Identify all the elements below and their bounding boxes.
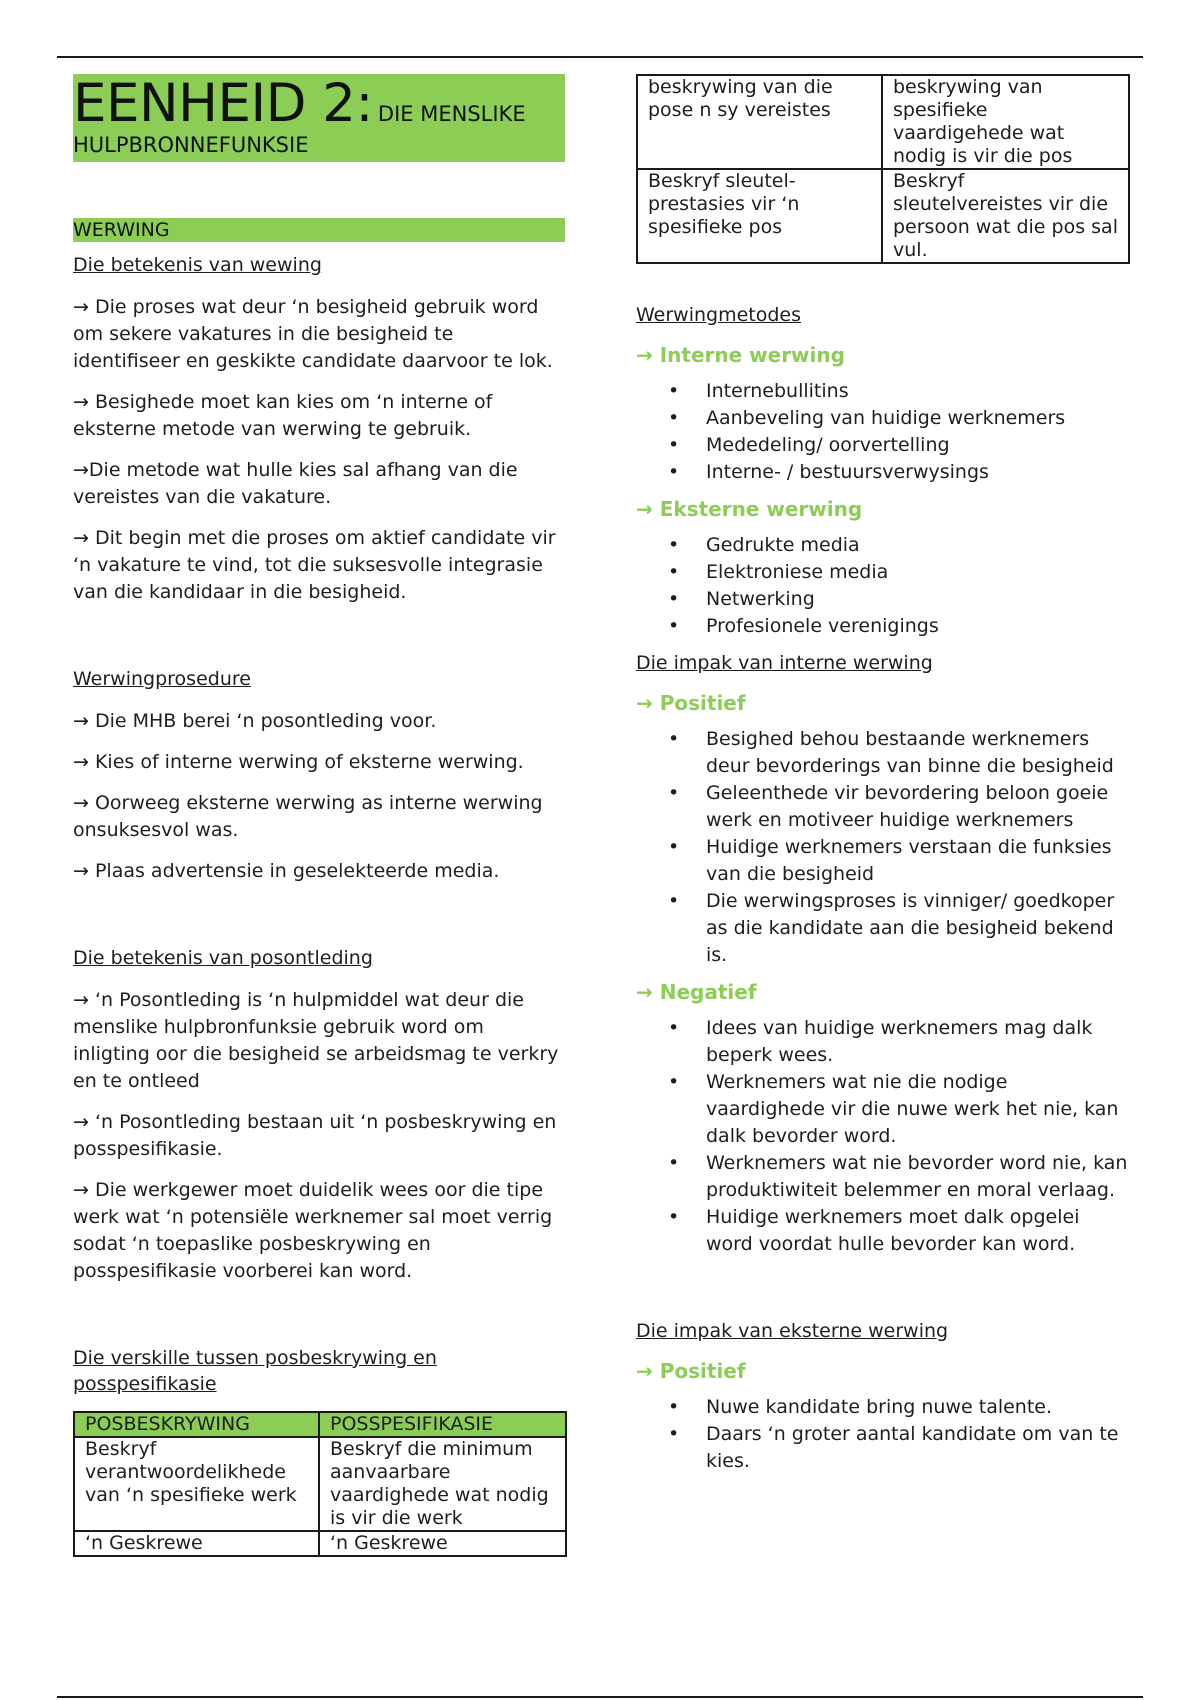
list-item: • Die werwingsproses is vinniger/ goedkoper as die kandidate aan die besigheid bekend is. <box>706 888 1128 969</box>
title-unit: EENHEID 2: <box>73 73 373 134</box>
label-positive: → Positief <box>636 1359 746 1383</box>
list-item: • Gedrukte media <box>706 532 1128 559</box>
list-item: • Profesionele verenigings <box>706 613 1128 640</box>
table-cell: beskrywing van die pose n sy vereistes <box>637 75 882 169</box>
table-cell: beskrywing van spesifieke vaardigehede wat nodig is vir die pos <box>882 75 1129 169</box>
label-negative: → Negatief <box>636 980 757 1004</box>
list-item: • Daars ‘n groter aantal kandidate om van te kies. <box>706 1421 1128 1475</box>
heading-posontleding: Die betekenis van posontleding <box>73 947 373 969</box>
list-item: • Huidige werknemers moet dalk opgelei word voordat hulle bevorder kan word. <box>706 1204 1128 1258</box>
table-header-cell: POSBESKRYWING <box>74 1412 319 1437</box>
list-item: • Huidige werknemers verstaan die funksies van die besigheid <box>706 834 1128 888</box>
internal-methods-list <box>636 378 1128 486</box>
right-column <box>636 74 1128 1485</box>
heading-differences: Die verskille tussen posbeskrywing en posspesifikasie <box>73 1347 437 1395</box>
list-item: • Besighed behou bestaande werknemers deur bevorderings van binne die besigheid <box>706 726 1128 780</box>
meaning-paragraph: → Die proses wat deur ‘n besigheid gebruik word om sekere vakatures in die besigheid te identifiseer en geskikte candidate daarvoor te lok. <box>73 296 553 372</box>
posontleding-paragraph: → Die werkgewer moet duidelik wees oor die tipe werk wat ‘n potensiële werknemer sal moet verrig sodat ‘n toepaslike posbeskrywing en posspesifikasie voorberei kan word. <box>73 1179 553 1282</box>
internal-negative-list <box>636 1015 1128 1258</box>
list-item: • Netwerking <box>706 586 1128 613</box>
table-cell: ‘n Geskrewe <box>74 1531 319 1556</box>
left-column <box>73 74 565 1557</box>
heading-interne-werwing: → Interne werwing <box>636 343 845 367</box>
list-item: • Mededeling/ oorvertelling <box>706 432 1128 459</box>
section-bar-werwing: WERWING <box>73 218 565 242</box>
list-item: • Interne- / bestuursverwysings <box>706 459 1128 486</box>
procedure-step: → Kies of interne werwing of eksterne werwing. <box>73 751 524 773</box>
list-item: • Werknemers wat nie bevorder word nie, kan produktiwiteit belemmer en moral verlaag. <box>706 1150 1128 1204</box>
meaning-paragraph: → Besighede moet kan kies om ‘n interne of eksterne metode van werwing te gebruik. <box>73 391 493 440</box>
list-item: • Werknemers wat nie die nodige vaardighede vir die nuwe werk het nie, kan dalk bevorder word. <box>706 1069 1128 1150</box>
page-title <box>73 74 565 162</box>
procedure-step: → Plaas advertensie in geselekteerde media. <box>73 860 500 882</box>
external-methods-list <box>636 532 1128 640</box>
table-cell: Beskryf sleutel-prestasies vir ‘n spesifieke pos <box>637 169 882 263</box>
heading-werwingmetodes: Werwingmetodes <box>636 304 802 326</box>
heading-impact-internal: Die impak van interne werwing <box>636 652 933 674</box>
heading-eksterne-werwing: → Eksterne werwing <box>636 497 863 521</box>
list-item: • Nuwe kandidate bring nuwe talente. <box>706 1394 1128 1421</box>
table-row <box>74 1437 566 1531</box>
external-positive-list <box>636 1394 1128 1475</box>
title-subject-part1: DIE MENSLIKE <box>377 102 526 126</box>
comparison-table <box>73 1411 567 1557</box>
procedure-step: → Oorweeg eksterne werwing as interne werwing onsuksesvol was. <box>73 792 543 841</box>
heading-werwingprosedure: Werwingprosedure <box>73 668 251 690</box>
internal-positive-list <box>636 726 1128 969</box>
bottom-rule <box>57 1696 1143 1698</box>
table-row <box>637 169 1129 263</box>
table-row <box>74 1531 566 1556</box>
table-cell: Beskryf die minimum aanvaarbare vaardighede wat nodig is vir die werk <box>319 1437 566 1531</box>
table-cell: Beskryf verantwoordelikhede van ‘n spesifieke werk <box>74 1437 319 1531</box>
procedure-step: → Die MHB berei ‘n posontleding voor. <box>73 710 437 732</box>
table-cell: Beskryf sleutelvereistes vir die persoon wat die pos sal vul. <box>882 169 1129 263</box>
posontleding-paragraph: → ‘n Posontleding is ‘n hulpmiddel wat deur die menslike hulpbronfunksie gebruik word om inligting oor die besigheid se arbeidsmag te verkry en te ontleed <box>73 989 559 1092</box>
list-item: • Elektroniese media <box>706 559 1128 586</box>
list-item: • Idees van huidige werknemers mag dalk beperk wees. <box>706 1015 1128 1069</box>
list-item: • Geleenthede vir bevordering beloon goeie werk en motiveer huidige werknemers <box>706 780 1128 834</box>
list-item: • Internebullitins <box>706 378 1128 405</box>
meaning-paragraph: →Die metode wat hulle kies sal afhang van die vereistes van die vakature. <box>73 459 518 508</box>
table-header-row <box>74 1412 566 1437</box>
posontleding-paragraph: → ‘n Posontleding bestaan uit ‘n posbeskrywing en posspesifikasie. <box>73 1111 557 1160</box>
comparison-table-continued <box>636 74 1130 264</box>
label-positive: → Positief <box>636 691 746 715</box>
table-header-cell: POSSPESIFIKASIE <box>319 1412 566 1437</box>
heading-impact-external: Die impak van eksterne werwing <box>636 1320 949 1342</box>
top-rule <box>57 56 1143 58</box>
table-row <box>637 75 1129 169</box>
title-subject-part2: HULPBRONNEFUNKSIE <box>73 133 309 157</box>
meaning-paragraph: → Dit begin met die proses om aktief candidate vir ‘n vakature te vind, tot die suksesvolle integrasie van die kandidaar in die besigheid. <box>73 527 556 603</box>
heading-meaning-werwing: Die betekenis van wewing <box>73 254 322 276</box>
table-cell: ‘n Geskrewe <box>319 1531 566 1556</box>
list-item: • Aanbeveling van huidige werknemers <box>706 405 1128 432</box>
